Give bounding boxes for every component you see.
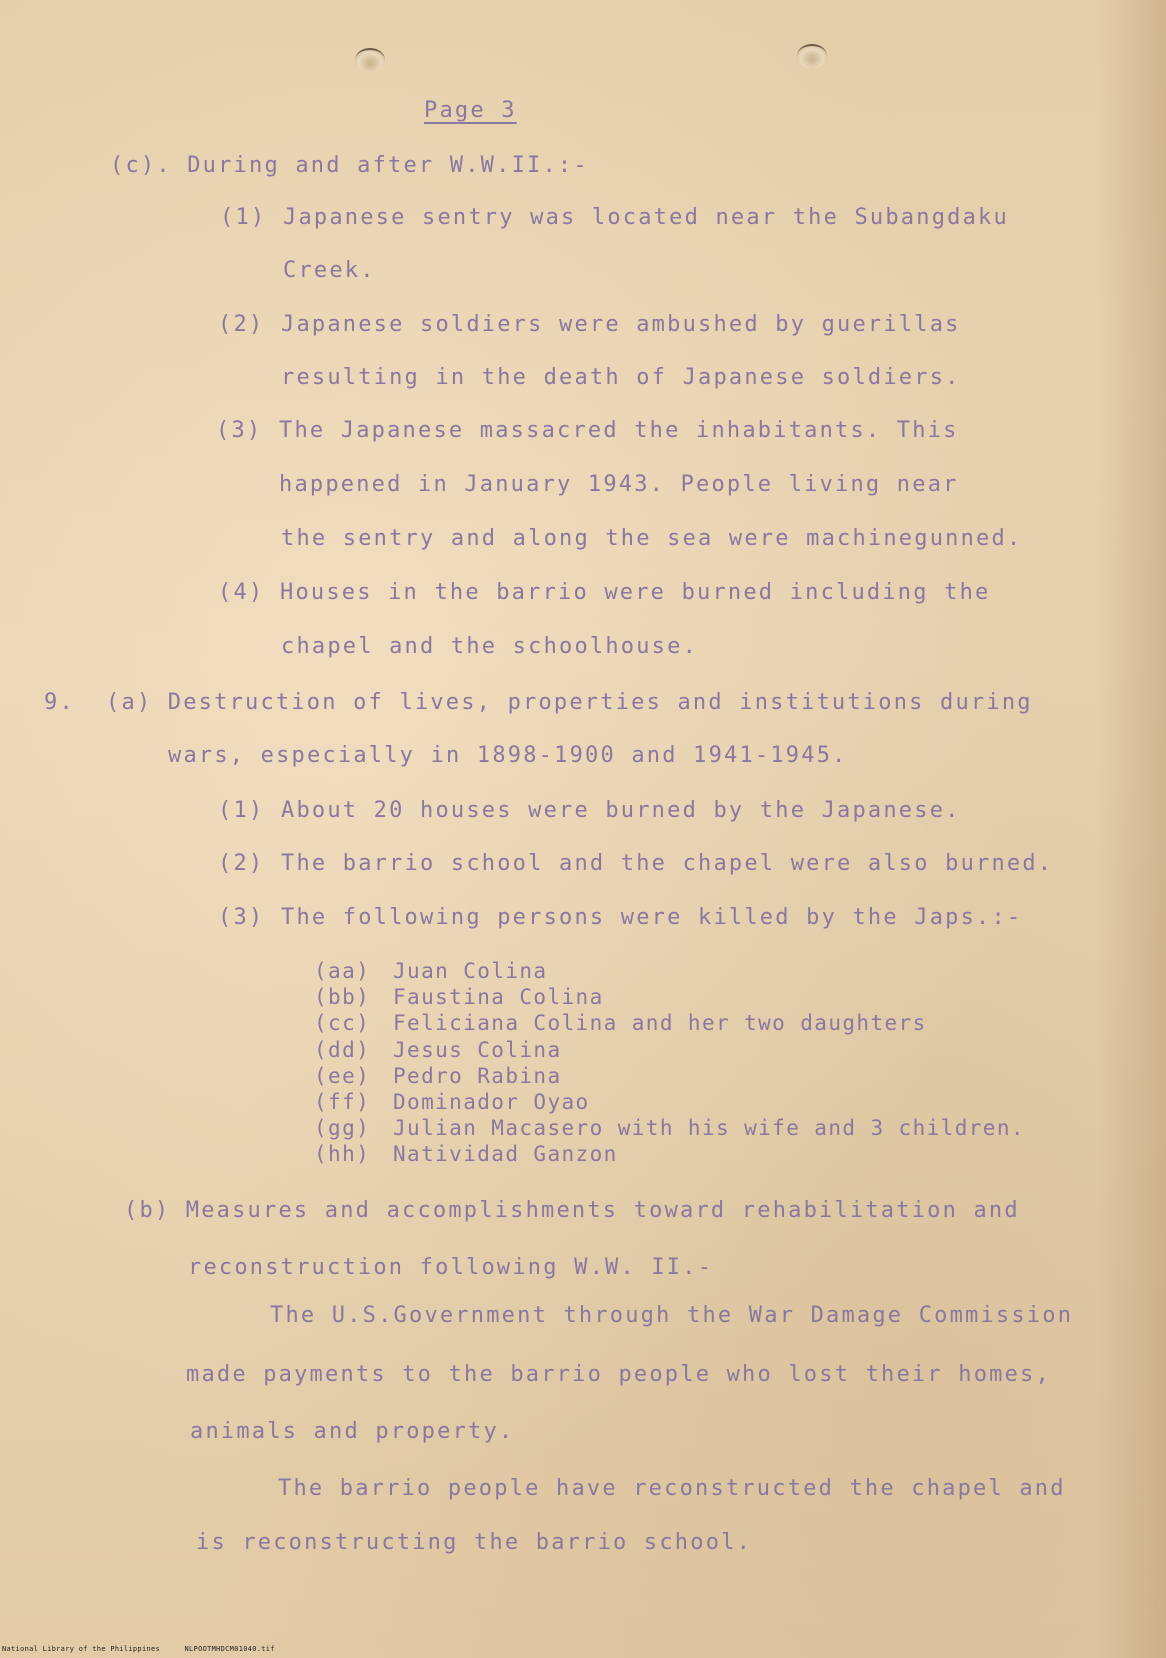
footer-file-id: NLPOOTMHDCM01040.tif bbox=[184, 1645, 275, 1653]
section-9b-para2-line2: is reconstructing the barrio school. bbox=[196, 1530, 753, 1555]
victim-hh-name: Natividad Ganzon bbox=[393, 1142, 618, 1166]
item-c4-line1: Houses in the barrio were burned including the bbox=[280, 580, 991, 605]
victim-aa-name: Juan Colina bbox=[393, 959, 548, 983]
punch-hole-right bbox=[797, 44, 827, 68]
item-c1-number: (1) bbox=[220, 205, 267, 230]
page-title: Page 3 bbox=[424, 98, 517, 123]
footer-library: National Library of the Philippines bbox=[2, 1645, 161, 1653]
victim-hh-code: (hh) bbox=[314, 1142, 371, 1166]
section-9b-para1-line3: animals and property. bbox=[190, 1419, 515, 1444]
item-c3-number: (3) bbox=[216, 418, 263, 443]
section-9a-heading-line1: (a) Destruction of lives, properties and institutions during bbox=[106, 690, 1033, 715]
item-c2-number: (2) bbox=[218, 312, 265, 337]
section-9b-para1-line1: The U.S.Government through the War Damage Commission bbox=[270, 1303, 1074, 1328]
item-c1-line2: Creek. bbox=[283, 258, 376, 283]
victim-bb-code: (bb) bbox=[314, 985, 371, 1009]
victim-ee-name: Pedro Rabina bbox=[393, 1064, 562, 1088]
section-c-heading: (c). During and after W.W.II.:- bbox=[110, 153, 589, 178]
victim-gg-name: Julian Macasero with his wife and 3 children. bbox=[393, 1116, 1025, 1140]
section-9b-heading-line2: reconstruction following W.W. II.- bbox=[188, 1255, 714, 1280]
item-c4-line2: chapel and the schoolhouse. bbox=[281, 634, 699, 659]
section-9b-para1-line2: made payments to the barrio people who lost their homes, bbox=[186, 1362, 1051, 1387]
section-9b-para2-line1: The barrio people have reconstructed the chapel and bbox=[278, 1476, 1066, 1501]
victim-cc-name: Feliciana Colina and her two daughters bbox=[393, 1011, 927, 1035]
item-c1-line1: Japanese sentry was located near the Subangdaku bbox=[283, 205, 1009, 230]
victim-ff-name: Dominador Oyao bbox=[393, 1090, 590, 1114]
victim-gg-code: (gg) bbox=[314, 1116, 371, 1140]
item-c3-line2: happened in January 1943. People living near bbox=[279, 472, 959, 497]
victim-aa-code: (aa) bbox=[314, 959, 371, 983]
victim-dd-name: Jesus Colina bbox=[393, 1038, 562, 1062]
section-9a-heading-line2: wars, especially in 1898-1900 and 1941-1945. bbox=[168, 743, 848, 768]
punch-hole-left bbox=[355, 48, 385, 72]
item-9a3-text: The following persons were killed by the Japs.:- bbox=[281, 905, 1023, 930]
victim-dd-code: (dd) bbox=[314, 1038, 371, 1062]
item-c3-line3: the sentry and along the sea were machinegunned. bbox=[281, 526, 1023, 551]
item-c3-line1: The Japanese massacred the inhabitants. This bbox=[279, 418, 959, 443]
victim-bb-name: Faustina Colina bbox=[393, 985, 604, 1009]
item-c2-line2: resulting in the death of Japanese soldiers. bbox=[281, 365, 961, 390]
item-9a1-text: About 20 houses were burned by the Japanese. bbox=[281, 798, 961, 823]
victim-ff-code: (ff) bbox=[314, 1090, 371, 1114]
item-9a3-number: (3) bbox=[218, 905, 265, 930]
item-c4-number: (4) bbox=[218, 580, 265, 605]
item-9a2-text: The barrio school and the chapel were also burned. bbox=[281, 851, 1054, 876]
victim-ee-code: (ee) bbox=[314, 1064, 371, 1088]
section-9b-heading-line1: (b) Measures and accomplishments toward rehabilitation and bbox=[124, 1198, 1020, 1223]
item-9a1-number: (1) bbox=[218, 798, 265, 823]
scan-footer bbox=[2, 1645, 295, 1653]
section-9-number: 9. bbox=[44, 690, 75, 715]
victim-cc-code: (cc) bbox=[314, 1011, 371, 1035]
item-c2-line1: Japanese soldiers were ambushed by guerillas bbox=[281, 312, 961, 337]
item-9a2-number: (2) bbox=[218, 851, 265, 876]
page-edge-shadow bbox=[1096, 0, 1166, 1658]
